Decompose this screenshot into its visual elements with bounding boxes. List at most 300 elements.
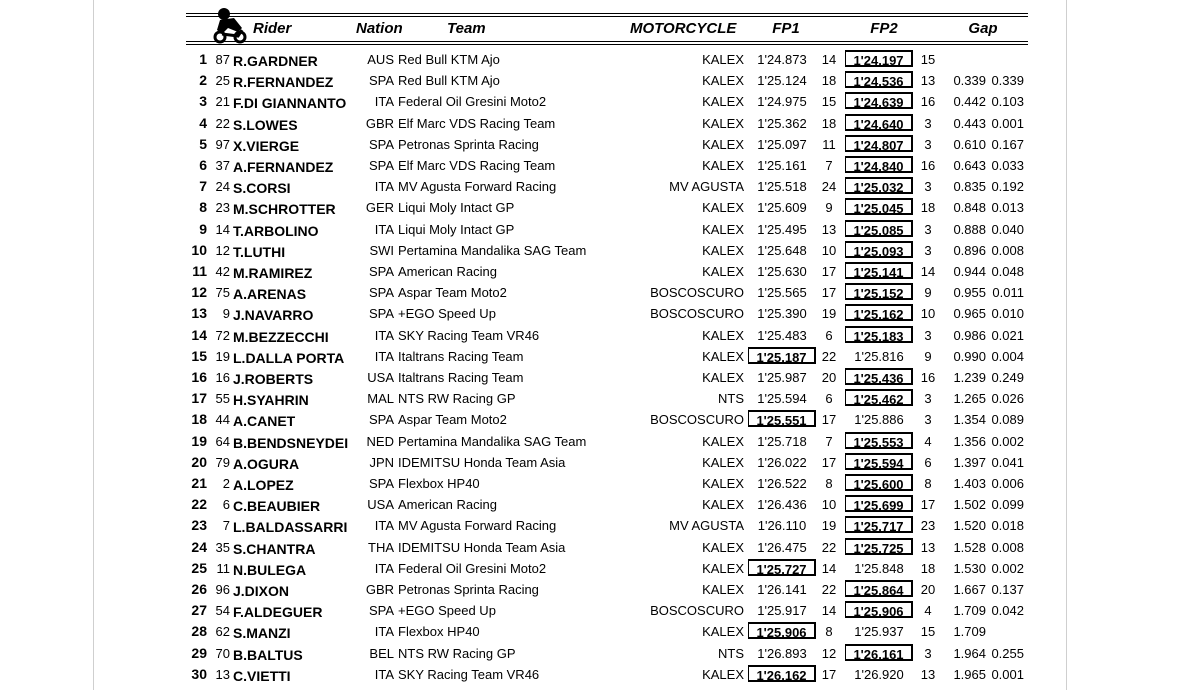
gap-to-first: 0.896 bbox=[953, 242, 986, 258]
rider-name: H.SYAHRIN bbox=[233, 392, 309, 409]
gap-to-previous: 0.041 bbox=[991, 454, 1024, 470]
fp1-time: 1'25.565 bbox=[757, 285, 807, 301]
table-row bbox=[0, 49, 1200, 70]
motorcycle: KALEX bbox=[702, 370, 744, 385]
gap-to-first: 1.965 bbox=[953, 666, 986, 682]
nation: ITA bbox=[374, 179, 394, 195]
header-fp1: FP1 bbox=[772, 20, 800, 37]
fp2-time: 1'25.864 bbox=[845, 580, 913, 597]
fp1-time: 1'26.475 bbox=[757, 539, 807, 555]
gap-to-first: 1.709 bbox=[953, 603, 986, 619]
rider-number: 9 bbox=[222, 306, 230, 322]
position: 19 bbox=[191, 432, 207, 449]
rider-number: 16 bbox=[215, 370, 230, 385]
nation: SPA bbox=[368, 136, 394, 152]
gap-to-first: 1.667 bbox=[953, 582, 986, 597]
team: MV Agusta Forward Racing bbox=[398, 518, 557, 534]
motorcycle: MV AGUSTA bbox=[669, 518, 744, 534]
table-row bbox=[0, 240, 1200, 261]
nation: AUS bbox=[367, 52, 394, 67]
rider-number: 25 bbox=[215, 73, 230, 89]
gap-to-previous: 0.249 bbox=[991, 370, 1024, 385]
fp1-lap: 10 bbox=[821, 242, 837, 258]
gap-to-first: 0.888 bbox=[953, 221, 986, 237]
fp2-time: 1'24.536 bbox=[845, 71, 913, 88]
nation: JPN bbox=[369, 454, 394, 470]
fp2-time: 1'25.141 bbox=[845, 262, 913, 279]
motorcycle: KALEX bbox=[702, 666, 744, 682]
position: 9 bbox=[199, 220, 207, 237]
motorcycle: MV AGUSTA bbox=[669, 179, 744, 195]
rider-number: 54 bbox=[215, 603, 230, 619]
gap-to-previous: 0.103 bbox=[991, 94, 1024, 110]
fp2-lap: 16 bbox=[920, 158, 936, 173]
motorcycle: NTS bbox=[718, 645, 744, 661]
gap-to-previous: 0.021 bbox=[991, 327, 1024, 343]
motorcycle: KALEX bbox=[702, 433, 744, 449]
fp1-time: 1'26.893 bbox=[757, 645, 807, 661]
position: 24 bbox=[191, 538, 207, 555]
fp1-time: 1'24.975 bbox=[757, 94, 807, 110]
rider-number: 21 bbox=[215, 94, 230, 110]
team: Liqui Moly Intact GP bbox=[398, 200, 515, 216]
gap-to-first: 0.944 bbox=[953, 264, 986, 279]
fp2-lap: 13 bbox=[920, 73, 936, 89]
fp1-lap: 19 bbox=[821, 306, 837, 322]
team: Federal Oil Gresini Moto2 bbox=[398, 560, 547, 576]
fp2-time: 1'25.045 bbox=[845, 198, 913, 215]
table-row bbox=[0, 176, 1200, 197]
gap-to-previous: 0.137 bbox=[991, 582, 1024, 597]
rider-number: 12 bbox=[215, 242, 230, 258]
rider-number: 2 bbox=[222, 476, 230, 491]
rider-name: A.CANET bbox=[233, 413, 296, 430]
position: 7 bbox=[199, 178, 207, 195]
fp1-time: 1'25.609 bbox=[757, 200, 807, 216]
table-row bbox=[0, 367, 1200, 388]
gap-to-first: 0.848 bbox=[953, 200, 986, 216]
table-header bbox=[186, 13, 1028, 45]
gap-to-first: 1.356 bbox=[953, 433, 986, 449]
header-nation: Nation bbox=[356, 20, 403, 37]
rider-number: 37 bbox=[215, 158, 230, 173]
header-rule-top bbox=[186, 13, 1028, 14]
table-row bbox=[0, 197, 1200, 218]
fp1-time: 1'25.187 bbox=[748, 347, 816, 364]
team: Liqui Moly Intact GP bbox=[398, 221, 515, 237]
fp2-lap: 3 bbox=[924, 179, 932, 195]
table-row bbox=[0, 558, 1200, 579]
fp1-lap: 10 bbox=[821, 497, 837, 513]
gap-to-first: 0.986 bbox=[953, 327, 986, 343]
table-row bbox=[0, 219, 1200, 240]
gap-to-first: 1.502 bbox=[953, 497, 986, 513]
position: 4 bbox=[199, 114, 207, 131]
position: 18 bbox=[191, 411, 207, 428]
fp1-time: 1'25.495 bbox=[757, 221, 807, 237]
fp1-time: 1'25.483 bbox=[757, 327, 807, 343]
position: 16 bbox=[191, 369, 207, 385]
fp1-time: 1'25.594 bbox=[757, 391, 807, 407]
gap-to-previous: 0.004 bbox=[991, 348, 1024, 364]
fp1-lap: 22 bbox=[821, 582, 837, 597]
fp1-time: 1'25.097 bbox=[757, 136, 807, 152]
rider-number: 11 bbox=[216, 560, 230, 576]
nation: USA bbox=[367, 370, 394, 385]
gap-to-first: 1.403 bbox=[953, 476, 986, 491]
position: 1 bbox=[199, 51, 207, 67]
table-row bbox=[0, 473, 1200, 494]
rider-number: 13 bbox=[215, 666, 230, 682]
team: NTS RW Racing GP bbox=[398, 645, 516, 661]
rider-number: 55 bbox=[215, 391, 230, 407]
rider-name: R.FERNANDEZ bbox=[233, 74, 334, 91]
team: Federal Oil Gresini Moto2 bbox=[398, 94, 547, 110]
table-row bbox=[0, 261, 1200, 282]
gap-to-previous: 0.002 bbox=[991, 433, 1024, 449]
rider-name: T.LUTHI bbox=[233, 243, 286, 260]
motorcycle: KALEX bbox=[702, 348, 744, 364]
gap-to-first: 1.520 bbox=[953, 518, 986, 534]
fp2-time: 1'25.906 bbox=[845, 601, 913, 618]
fp1-lap: 15 bbox=[821, 94, 837, 110]
rider-name: A.ARENAS bbox=[233, 286, 307, 303]
fp1-time: 1'25.630 bbox=[757, 264, 807, 279]
team: Petronas Sprinta Racing bbox=[398, 136, 539, 152]
team: Elf Marc VDS Racing Team bbox=[398, 115, 556, 131]
gap-to-first: 1.530 bbox=[953, 560, 986, 576]
table-row bbox=[0, 388, 1200, 409]
rider-name: M.RAMIREZ bbox=[233, 265, 313, 281]
nation: SPA bbox=[368, 412, 394, 428]
fp1-lap: 14 bbox=[821, 52, 837, 67]
fp1-time: 1'25.518 bbox=[757, 179, 807, 195]
team: Petronas Sprinta Racing bbox=[398, 582, 539, 597]
motorcycle: KALEX bbox=[702, 539, 744, 555]
fp2-time: 1'25.032 bbox=[845, 177, 913, 194]
position: 27 bbox=[191, 602, 207, 619]
table-row bbox=[0, 409, 1200, 430]
fp2-lap: 3 bbox=[924, 221, 932, 237]
nation: GBR bbox=[365, 115, 394, 131]
nation: ITA bbox=[374, 221, 394, 237]
fp1-lap: 8 bbox=[825, 476, 833, 491]
nation: BEL bbox=[369, 645, 394, 661]
gap-to-previous: 0.011 bbox=[992, 285, 1024, 301]
fp2-lap: 17 bbox=[920, 497, 936, 513]
rider-name: B.BALTUS bbox=[233, 646, 303, 663]
gap-to-first: 0.339 bbox=[953, 73, 986, 89]
fp1-lap: 7 bbox=[825, 433, 833, 449]
rider-name: L.BALDASSARRI bbox=[233, 519, 348, 536]
fp1-time: 1'26.141 bbox=[757, 582, 807, 597]
motorcycle: KALEX bbox=[702, 52, 744, 67]
nation: ITA bbox=[374, 348, 394, 364]
position: 15 bbox=[191, 347, 207, 364]
team: SKY Racing Team VR46 bbox=[398, 327, 540, 343]
rider-name: J.ROBERTS bbox=[233, 371, 314, 387]
nation: SPA bbox=[368, 603, 394, 619]
position: 10 bbox=[191, 241, 207, 258]
table-row bbox=[0, 643, 1200, 664]
rider-name: S.CHANTRA bbox=[233, 540, 316, 557]
fp2-lap: 15 bbox=[920, 52, 936, 67]
position: 30 bbox=[191, 665, 207, 682]
fp2-time: 1'25.937 bbox=[854, 624, 904, 640]
fp1-lap: 17 bbox=[821, 666, 837, 682]
rider-name: C.BEAUBIER bbox=[233, 498, 321, 515]
fp2-lap: 3 bbox=[924, 115, 932, 131]
fp1-lap: 7 bbox=[825, 158, 833, 173]
rider-name: J.NAVARRO bbox=[233, 307, 314, 324]
fp2-time: 1'25.717 bbox=[845, 516, 913, 533]
team: +EGO Speed Up bbox=[398, 306, 496, 322]
gap-to-first: 0.442 bbox=[953, 94, 986, 110]
team: Aspar Team Moto2 bbox=[398, 412, 507, 428]
rider-name: F.DI GIANNANTO bbox=[233, 95, 347, 112]
fp2-time: 1'25.436 bbox=[845, 368, 913, 385]
rider-number: 62 bbox=[215, 624, 230, 640]
table-row bbox=[0, 70, 1200, 91]
team: American Racing bbox=[398, 497, 497, 513]
table-row bbox=[0, 579, 1200, 600]
motorcycle: KALEX bbox=[702, 327, 744, 343]
table-row bbox=[0, 91, 1200, 112]
fp2-time: 1'25.553 bbox=[845, 432, 913, 449]
header-motorcycle: MOTORCYCLE bbox=[630, 20, 737, 37]
fp2-time: 1'25.152 bbox=[845, 283, 913, 300]
fp2-time: 1'24.639 bbox=[845, 92, 913, 109]
gap-to-previous: 0.099 bbox=[991, 497, 1024, 513]
fp2-lap: 6 bbox=[924, 454, 932, 470]
fp2-time: 1'24.840 bbox=[845, 156, 913, 173]
fp2-lap: 16 bbox=[920, 94, 936, 110]
motorcycle: KALEX bbox=[702, 560, 744, 576]
fp2-time: 1'25.462 bbox=[845, 389, 913, 406]
position: 17 bbox=[191, 390, 207, 407]
rider-name: M.BEZZECCHI bbox=[233, 328, 329, 345]
fp1-lap: 17 bbox=[821, 412, 837, 428]
fp1-time: 1'26.436 bbox=[757, 497, 807, 513]
fp2-lap: 4 bbox=[924, 433, 932, 449]
nation: GBR bbox=[365, 582, 394, 597]
team: Red Bull KTM Ajo bbox=[398, 73, 500, 89]
fp1-time: 1'25.718 bbox=[757, 433, 807, 449]
gap-to-previous: 0.089 bbox=[991, 412, 1024, 428]
motorcycle: KALEX bbox=[702, 221, 744, 237]
fp2-lap: 13 bbox=[920, 539, 936, 555]
gap-to-first: 0.443 bbox=[953, 115, 986, 131]
fp2-time: 1'25.594 bbox=[845, 453, 913, 470]
team: Pertamina Mandalika SAG Team bbox=[398, 433, 587, 449]
gap-to-first: 0.835 bbox=[953, 179, 986, 195]
nation: ITA bbox=[374, 94, 394, 110]
team: Flexbox HP40 bbox=[398, 476, 480, 491]
fp2-lap: 3 bbox=[924, 391, 932, 407]
header-rule-bottom-2 bbox=[186, 44, 1028, 45]
position: 21 bbox=[191, 475, 207, 491]
gap-to-previous: 0.013 bbox=[991, 200, 1024, 216]
table-row bbox=[0, 303, 1200, 324]
rider-number: 6 bbox=[222, 497, 230, 513]
fp2-lap: 18 bbox=[920, 200, 936, 216]
gap-to-first: 0.610 bbox=[953, 136, 986, 152]
motorcycle: KALEX bbox=[702, 158, 744, 173]
rider-number: 75 bbox=[215, 285, 230, 301]
header-fp2: FP2 bbox=[870, 20, 898, 37]
rider-name: J.DIXON bbox=[233, 583, 290, 599]
rider-number: 42 bbox=[215, 264, 230, 279]
position: 8 bbox=[199, 199, 207, 216]
position: 11 bbox=[192, 263, 207, 279]
table-row bbox=[0, 346, 1200, 367]
fp1-lap: 17 bbox=[821, 264, 837, 279]
team: Flexbox HP40 bbox=[398, 624, 480, 640]
gap-to-first: 0.643 bbox=[953, 158, 986, 173]
team: Italtrans Racing Team bbox=[398, 348, 524, 364]
fp2-time: 1'25.848 bbox=[854, 560, 904, 576]
fp2-time: 1'25.699 bbox=[845, 495, 913, 512]
gap-to-previous: 0.048 bbox=[991, 264, 1024, 279]
motorcycle: KALEX bbox=[702, 200, 744, 216]
fp1-time: 1'26.522 bbox=[757, 476, 807, 491]
rider-name: A.OGURA bbox=[233, 455, 300, 472]
motorcycle: KALEX bbox=[702, 454, 744, 470]
nation: THA bbox=[368, 539, 394, 555]
nation: SPA bbox=[368, 73, 394, 89]
team: IDEMITSU Honda Team Asia bbox=[398, 454, 566, 470]
motorcycle: BOSCOSCURO bbox=[650, 285, 744, 301]
fp2-lap: 16 bbox=[920, 370, 936, 385]
fp2-lap: 13 bbox=[920, 666, 936, 682]
motorcycle: BOSCOSCURO bbox=[650, 412, 744, 428]
position: 28 bbox=[191, 623, 207, 640]
table-row bbox=[0, 155, 1200, 176]
team: NTS RW Racing GP bbox=[398, 391, 516, 407]
rider-name: R.GARDNER bbox=[233, 53, 318, 69]
fp2-time: 1'26.920 bbox=[854, 666, 904, 682]
rider-number: 23 bbox=[215, 200, 230, 216]
fp2-lap: 23 bbox=[920, 518, 936, 534]
fp2-time: 1'24.640 bbox=[845, 114, 913, 131]
fp2-time: 1'25.725 bbox=[845, 538, 913, 555]
table-row bbox=[0, 664, 1200, 685]
rider-number: 14 bbox=[215, 221, 230, 237]
fp2-time: 1'25.886 bbox=[854, 412, 904, 428]
fp2-lap: 9 bbox=[924, 348, 932, 364]
gap-to-first: 0.965 bbox=[953, 306, 986, 322]
motorcycle: KALEX bbox=[702, 582, 744, 597]
rider-name: C.VIETTI bbox=[233, 667, 291, 684]
position: 25 bbox=[191, 559, 207, 576]
fp1-lap: 17 bbox=[821, 454, 837, 470]
position: 23 bbox=[191, 517, 207, 534]
motorcycle: KALEX bbox=[702, 242, 744, 258]
motorcycle: KALEX bbox=[702, 264, 744, 279]
gap-to-previous: 0.167 bbox=[991, 136, 1024, 152]
rider-number: 64 bbox=[215, 433, 230, 449]
fp2-lap: 9 bbox=[924, 285, 932, 301]
nation: SWI bbox=[369, 242, 394, 258]
rider-name: L.DALLA PORTA bbox=[233, 349, 345, 366]
fp2-time: 1'25.162 bbox=[845, 304, 913, 321]
nation: ITA bbox=[374, 560, 394, 576]
gap-to-first: 1.354 bbox=[953, 412, 986, 428]
gap-to-first: 1.397 bbox=[953, 454, 986, 470]
motorcycle: KALEX bbox=[702, 624, 744, 640]
fp2-lap: 3 bbox=[924, 242, 932, 258]
fp2-time: 1'25.183 bbox=[845, 326, 913, 343]
position: 13 bbox=[191, 305, 207, 322]
fp2-time: 1'25.600 bbox=[845, 474, 913, 491]
fp1-lap: 14 bbox=[821, 603, 837, 619]
rider-number: 87 bbox=[215, 52, 230, 67]
nation: SPA bbox=[368, 264, 394, 279]
table-row bbox=[0, 600, 1200, 621]
position: 26 bbox=[191, 581, 207, 597]
fp1-time: 1'25.551 bbox=[748, 410, 816, 427]
fp1-lap: 24 bbox=[821, 179, 837, 195]
nation: GER bbox=[365, 200, 394, 216]
rider-number: 72 bbox=[215, 327, 230, 343]
fp2-time: 1'24.807 bbox=[845, 135, 913, 152]
team: SKY Racing Team VR46 bbox=[398, 666, 540, 682]
header-team: Team bbox=[447, 20, 486, 37]
table-row bbox=[0, 452, 1200, 473]
fp1-lap: 22 bbox=[821, 539, 837, 555]
fp1-lap: 6 bbox=[825, 327, 833, 343]
team: MV Agusta Forward Racing bbox=[398, 179, 557, 195]
nation: USA bbox=[367, 497, 394, 513]
fp1-lap: 19 bbox=[821, 518, 837, 534]
rider-number: 22 bbox=[215, 115, 230, 131]
team: American Racing bbox=[398, 264, 497, 279]
gap-to-previous: 0.033 bbox=[991, 158, 1024, 173]
position: 5 bbox=[199, 135, 207, 152]
nation: ITA bbox=[374, 666, 394, 682]
fp2-time: 1'26.161 bbox=[845, 644, 913, 661]
fp2-lap: 3 bbox=[924, 327, 932, 343]
fp1-time: 1'25.917 bbox=[757, 603, 807, 619]
motorcycle: KALEX bbox=[702, 476, 744, 491]
position: 20 bbox=[191, 453, 207, 470]
position: 22 bbox=[191, 496, 207, 513]
motorcycle: BOSCOSCURO bbox=[650, 306, 744, 322]
header-rule-bottom bbox=[186, 41, 1028, 42]
rider-name: S.MANZI bbox=[233, 625, 291, 642]
gap-to-previous: 0.010 bbox=[991, 306, 1024, 322]
fp1-time: 1'25.727 bbox=[748, 559, 816, 576]
motorcycle: BOSCOSCURO bbox=[650, 603, 744, 619]
rider-number: 44 bbox=[215, 412, 230, 428]
fp1-lap: 17 bbox=[821, 285, 837, 301]
team: Red Bull KTM Ajo bbox=[398, 52, 500, 67]
gap-to-first: 0.990 bbox=[953, 348, 986, 364]
fp1-time: 1'26.110 bbox=[757, 518, 807, 534]
rider-name: X.VIERGE bbox=[233, 137, 300, 154]
gap-to-previous: 0.339 bbox=[991, 73, 1024, 89]
motorcycle: KALEX bbox=[702, 136, 744, 152]
team: Pertamina Mandalika SAG Team bbox=[398, 242, 587, 258]
table-row bbox=[0, 134, 1200, 155]
fp2-time: 1'25.093 bbox=[845, 241, 913, 258]
fp2-lap: 3 bbox=[924, 412, 932, 428]
nation: ITA bbox=[374, 624, 394, 640]
team: IDEMITSU Honda Team Asia bbox=[398, 539, 566, 555]
rider-name: T.ARBOLINO bbox=[233, 222, 319, 239]
fp2-time: 1'25.085 bbox=[845, 220, 913, 237]
table-row bbox=[0, 494, 1200, 515]
